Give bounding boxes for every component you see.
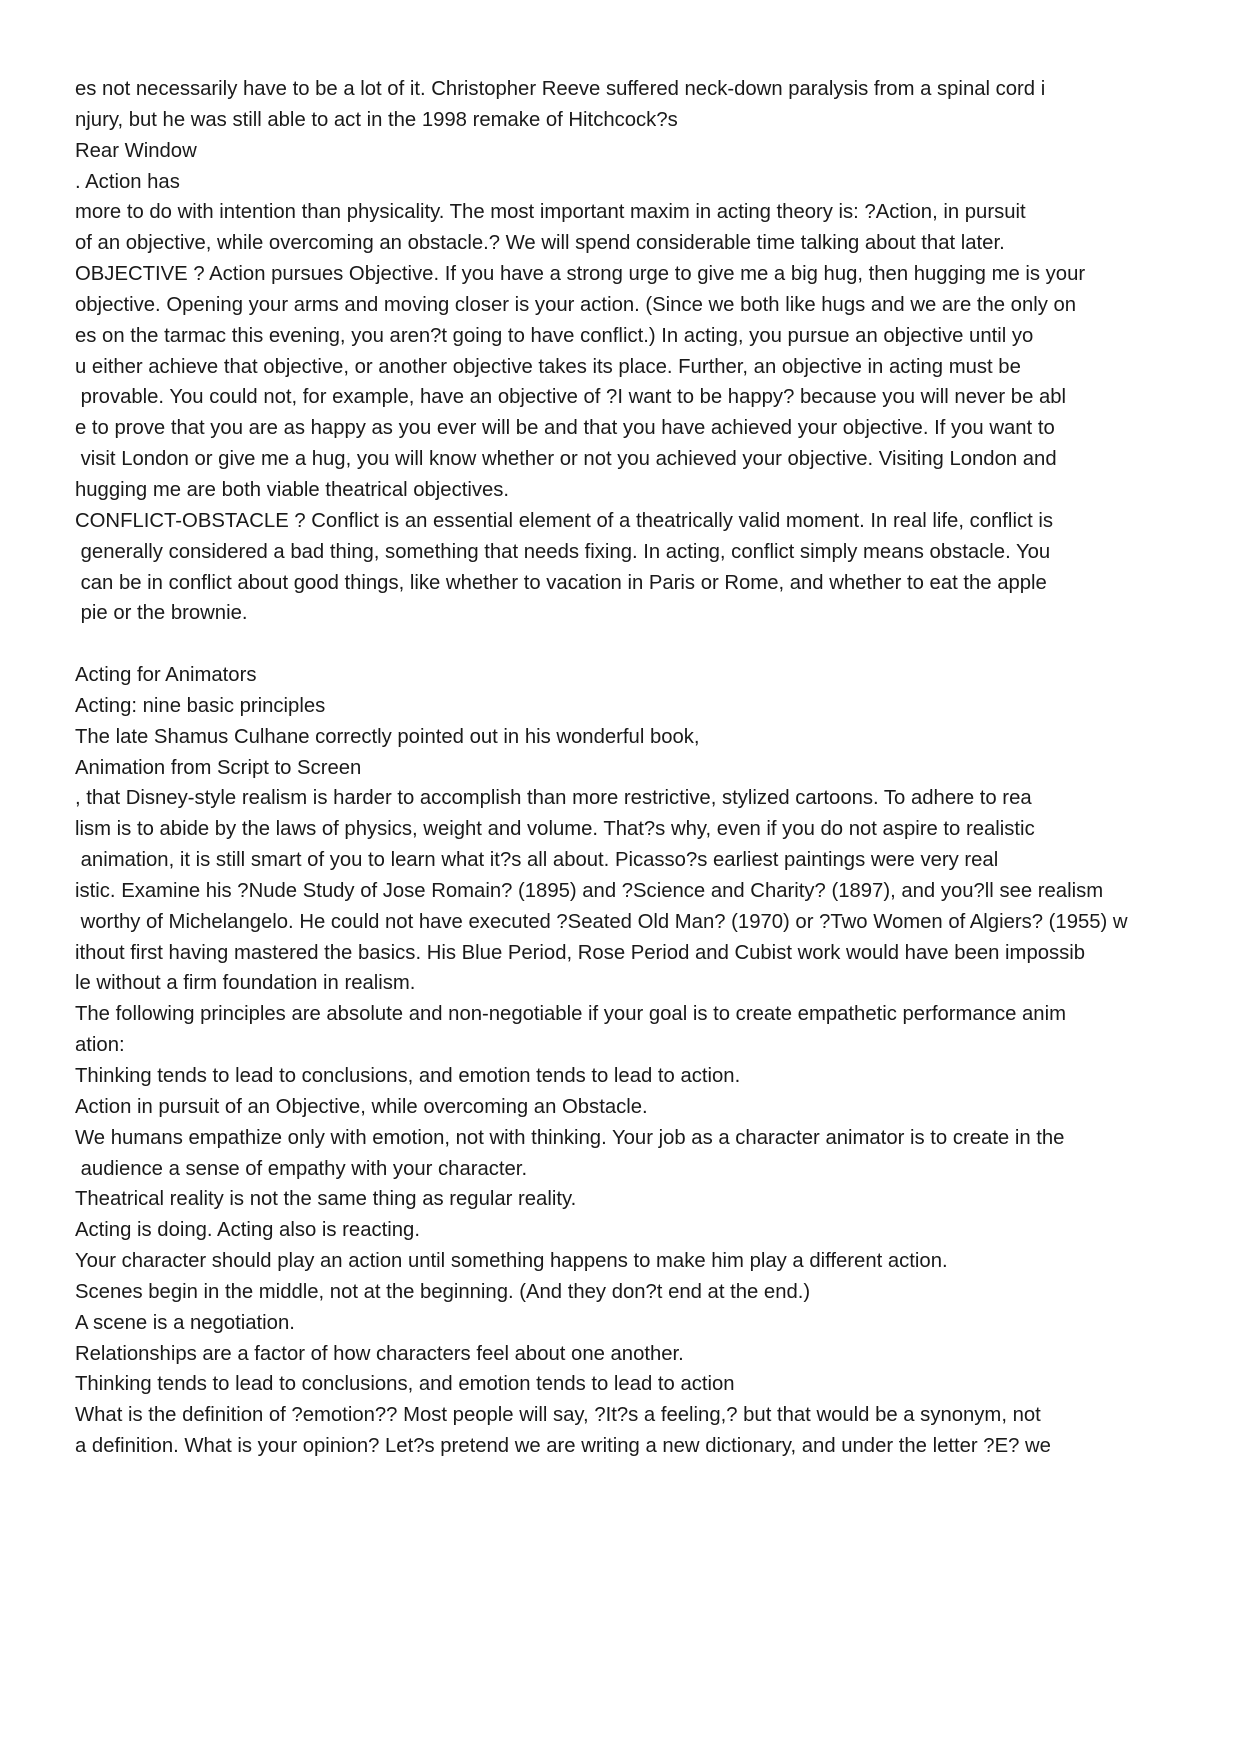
principle-item: Thinking tends to lead to conclusions, and emotion tends to lead to action. <box>75 1065 741 1087</box>
text-line: pie or the brownie. <box>75 602 248 625</box>
text-line: Animation from Script to Screen <box>75 756 362 779</box>
text-line: more to do with intention than physicality. The most important maxim in acting theory is: ?Action, in pursuit <box>75 201 1026 224</box>
text-line: CONFLICT-OBSTACLE ? Conflict is an essential element of a theatrically valid moment. In real life, conflict is <box>75 509 1054 532</box>
text-line: of an objective, while overcoming an obstacle.? We will spend considerable time talking about that later. <box>75 232 1005 255</box>
text-line: u either achieve that objective, or another objective takes its place. Further, an objective in acting must be <box>75 355 1021 378</box>
text-line: hugging me are both viable theatrical objectives. <box>75 478 510 501</box>
text-line: provable. You could not, for example, have an objective of ?I want to be happy? because you will never be abl <box>75 386 1067 409</box>
text-line: worthy of Michelangelo. He could not have executed ?Seated Old Man? (1970) or ?Two Women of Algiers? (1955) w <box>75 910 1128 933</box>
text-line: OBJECTIVE ? Action pursues Objective. If you have a strong urge to give me a big hug, then hugging me is your <box>75 263 1086 286</box>
text-line: es not necessarily have to be a lot of it. Christopher Reeve suffered neck-down paralysis from a spinal cord i <box>75 78 1046 100</box>
principle-item: We humans empathize only with emotion, not with thinking. Your job as a character animator is to create in the <box>75 1126 1065 1149</box>
text-line: What is the definition of ?emotion?? Most people will say, ?It?s a feeling,? but that would be a synonym, not <box>75 1404 1041 1427</box>
principle-item: audience a sense of empathy with your character. <box>75 1157 528 1180</box>
text-line: objective. Opening your arms and moving closer is your action. (Since we both like hugs and we are the only on <box>75 293 1077 316</box>
text-line: The late Shamus Culhane correctly pointed out in his wonderful book, <box>75 725 700 748</box>
text-line: generally considered a bad thing, something that needs fixing. In acting, conflict simply means obstacle. You <box>75 540 1051 563</box>
text-line: lism is to abide by the laws of physics, weight and volume. That?s why, even if you do not aspire to realistic <box>75 818 1035 841</box>
text-line: le without a firm foundation in realism. <box>75 972 416 995</box>
document-page <box>75 74 1185 1462</box>
text-line: istic. Examine his ?Nude Study of Jose Romain? (1895) and ?Science and Charity? (1897), and you?ll see realism <box>75 879 1104 902</box>
text-line: es on the tarmac this evening, you aren?t going to have conflict.) In acting, you pursue an objective until yo <box>75 324 1034 347</box>
text-line: a definition. What is your opinion? Let?s pretend we are writing a new dictionary, and under the letter ?E? we <box>75 1435 1051 1458</box>
text-line: Rear Window <box>75 139 197 162</box>
section-title: Acting for Animators <box>75 664 257 687</box>
principle-item: Acting is doing. Acting also is reacting. <box>75 1219 420 1242</box>
text-line: e to prove that you are as happy as you ever will be and that you have achieved your objective. If you want to <box>75 417 1055 440</box>
principle-item: Your character should play an action until something happens to make him play a different action. <box>75 1250 948 1273</box>
text-line: can be in conflict about good things, like whether to vacation in Paris or Rome, and whether to eat the apple <box>75 571 1047 594</box>
principle-item: A scene is a negotiation. <box>75 1311 295 1334</box>
text-line: njury, but he was still able to act in the 1998 remake of Hitchcock?s <box>75 108 678 131</box>
text-line: visit London or give me a hug, you will know whether or not you achieved your objective. Visiting London and <box>75 448 1057 471</box>
text-line: ation: <box>75 1034 125 1057</box>
text-line: , that Disney-style realism is harder to accomplish than more restrictive, stylized cartoons. To adhere to rea <box>75 787 1032 810</box>
principle-item: Theatrical reality is not the same thing as regular reality. <box>75 1188 577 1211</box>
blank-line <box>75 629 1185 660</box>
section-subtitle: Acting: nine basic principles <box>75 694 326 717</box>
principle-item: Scenes begin in the middle, not at the beginning. (And they don?t end at the end.) <box>75 1280 811 1303</box>
principle-item: Action in pursuit of an Objective, while overcoming an Obstacle. <box>75 1095 648 1118</box>
text-line: ithout first having mastered the basics. His Blue Period, Rose Period and Cubist work would have been impossib <box>75 941 1086 964</box>
section-heading: Thinking tends to lead to conclusions, and emotion tends to lead to action <box>75 1373 735 1396</box>
principle-item: Relationships are a factor of how characters feel about one another. <box>75 1342 684 1365</box>
text-line: The following principles are absolute and non-negotiable if your goal is to create empathetic performance anim <box>75 1003 1066 1026</box>
text-line: . Action has <box>75 170 180 193</box>
text-line: animation, it is still smart of you to learn what it?s all about. Picasso?s earliest paintings were very real <box>75 849 999 872</box>
